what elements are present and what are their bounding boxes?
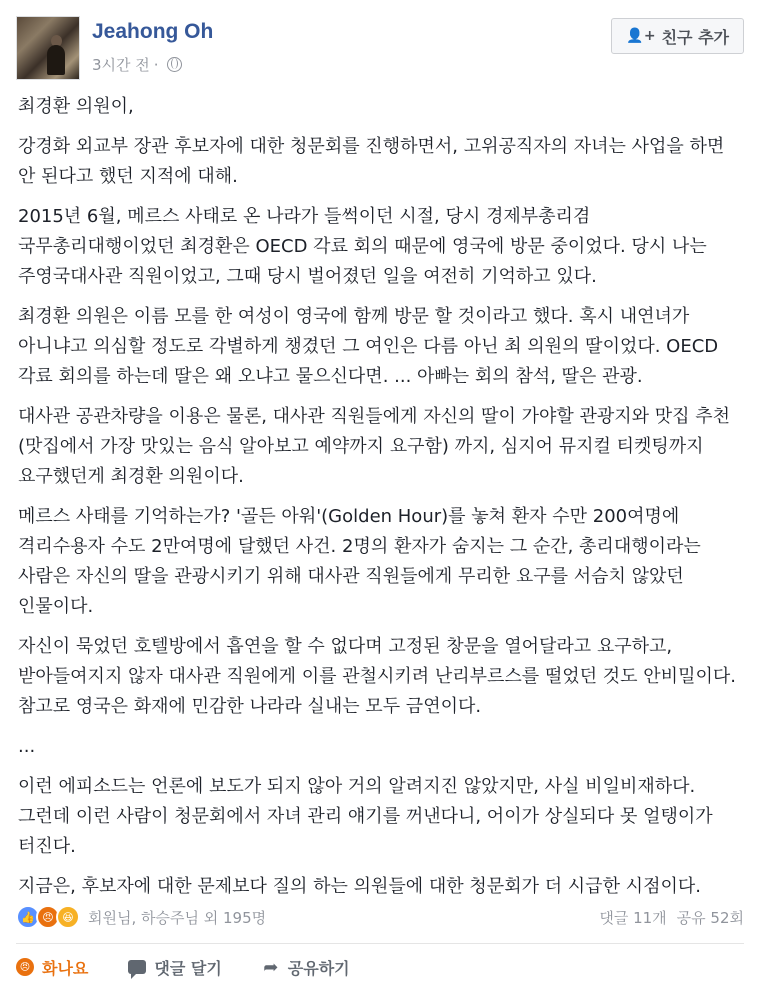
post-paragraph: 강경화 외교부 장관 후보자에 대한 청문회를 진행하면서, 고위공직자의 자녀는 사업을 하면 안 된다고 했던 지적에 대해. bbox=[18, 136, 725, 187]
haha-icon: 😆 bbox=[56, 905, 80, 929]
meta-separator: · bbox=[153, 55, 159, 74]
post-paragraph: 메르스 사태를 기억하는가? '골든 아워'(Golden Hour)를 놓쳐 환자 수만 200여명에 격리수용자 수도 2만여명에 달했던 사건. 2명의 환자가 숨지는 그 순간, 총리대행이라는 사람은 자신의 딸을 관광시키기 위해 대사관 직원들에게 무리한 요구를 서슴치 않았던 인물이다. bbox=[18, 506, 701, 617]
post-time[interactable]: 3시간 전 bbox=[92, 56, 150, 74]
post-meta bbox=[92, 54, 182, 75]
post-paragraph: 최경환 의원은 이름 모를 한 여성이 영국에 함께 방문 할 것이라고 했다. 혹시 내연녀가 아니냐고 의심할 정도로 각별하게 챙겼던 그 여인은 다름 아닌 최 의원의 딸이었다. OECD 각료 회의를 하는데 딸은 왜 오냐고 물으신다면. ... 아빠는 회의 참석, 딸은 관광. bbox=[18, 306, 719, 387]
post-paragraph: 대사관 공관차량을 이용은 물론, 대사관 직원들에게 자신의 딸이 가야할 관광지와 맛집 추천 (맛집에서 가장 맛있는 음식 알아보고 예약까지 요구함) 까지, 심지어 뮤지컬 티켓팅까지 요구했던게 최경환 의원이다. bbox=[18, 406, 731, 487]
post-paragraph: ... bbox=[18, 736, 36, 757]
post-paragraph: 2015년 6월, 메르스 사태로 온 나라가 들썩이던 시절, 당시 경제부총리겸 국무총리대행이었던 최경환은 OECD 각료 회의 때문에 영국에 방문 중이었다. 당시 나는 주영국대사관 직원이었고, 그때 당시 벌어졌던 일을 여전히 기억하고 있다. bbox=[18, 206, 707, 287]
post-paragraph: 최경환 의원이, bbox=[18, 96, 134, 117]
share-label: 공유하기 bbox=[287, 958, 350, 978]
reaction-text: 회원님, 하승주님 외 195명 bbox=[88, 908, 267, 927]
angry-face-icon: 😠 bbox=[16, 958, 34, 976]
action-bar bbox=[16, 952, 744, 982]
engagement-counts bbox=[599, 907, 744, 928]
avatar[interactable] bbox=[16, 16, 80, 80]
angry-icon: 😠 bbox=[36, 905, 60, 929]
add-friend-label: 친구 추가 bbox=[661, 27, 729, 47]
angry-button[interactable] bbox=[16, 956, 88, 979]
post-paragraph: 지금은, 후보자에 대한 문제보다 질의 하는 의원들에 대한 청문회가 더 시급한 시점이다. bbox=[18, 876, 701, 897]
angry-label: 화나요 bbox=[42, 958, 89, 978]
share-icon: ➦ bbox=[263, 956, 279, 978]
reaction-summary[interactable] bbox=[16, 905, 266, 929]
comment-count[interactable]: 댓글 11개 bbox=[599, 908, 667, 927]
add-friend-icon: 👤+ bbox=[626, 28, 656, 44]
share-count[interactable]: 공유 52회 bbox=[676, 908, 744, 927]
comment-icon bbox=[128, 960, 146, 974]
share-button[interactable] bbox=[262, 956, 350, 979]
globe-icon[interactable] bbox=[167, 57, 182, 72]
divider bbox=[16, 943, 744, 944]
post-stats bbox=[16, 902, 744, 932]
like-icon: 👍 bbox=[16, 905, 40, 929]
comment-label: 댓글 달기 bbox=[154, 958, 222, 978]
post-header bbox=[16, 16, 744, 80]
post-paragraph: 자신이 묵었던 호텔방에서 흡연을 할 수 없다며 고정된 창문을 열어달라고 요구하고, 받아들여지지 않자 대사관 직원에게 이를 관철시키려 난리부르스를 떨었던 것도 안비밀이다. 참고로 영국은 화재에 민감한 나라라 실내는 모두 금연이다. bbox=[18, 636, 736, 717]
post-body bbox=[18, 92, 746, 912]
comment-button[interactable] bbox=[128, 956, 221, 979]
avatar-figure bbox=[47, 45, 65, 75]
author-name[interactable]: Jeahong Oh bbox=[92, 20, 214, 43]
post-paragraph: 이런 에피소드는 언론에 보도가 되지 않아 거의 알려지진 않았지만, 사실 비일비재하다. 그런데 이런 사람이 청문회에서 자녀 관리 얘기를 꺼낸다니, 어이가 상실되다 못 얼탱이가 터진다. bbox=[18, 776, 713, 857]
add-friend-button[interactable] bbox=[611, 18, 744, 54]
